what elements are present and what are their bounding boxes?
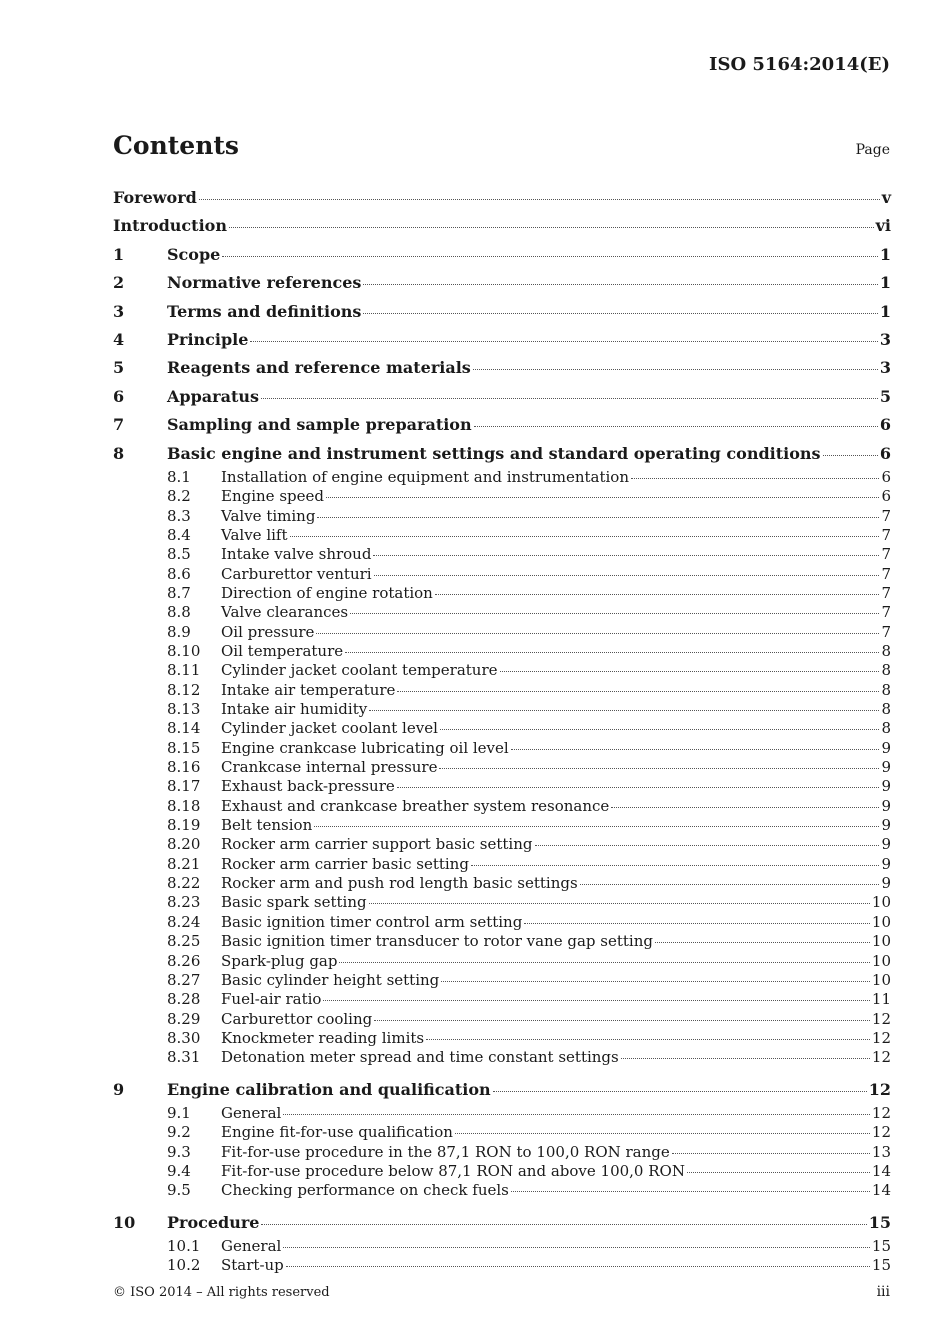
toc-entry-number: 10 [113, 1212, 136, 1232]
toc-entry-page: 6 [879, 443, 891, 463]
toc-entry-page: v [881, 188, 891, 207]
toc-entry-number: 8.3 [167, 506, 191, 525]
toc-entry-page: 12 [871, 1103, 891, 1122]
toc-subentry[interactable] [113, 719, 891, 738]
toc-entry-title: Engine calibration and qualification [167, 1079, 491, 1099]
toc-entry-page: 7 [881, 564, 891, 583]
toc-entry-number: 10.1 [167, 1237, 201, 1256]
toc-entry-number: 8.30 [167, 1028, 201, 1047]
dot-leader [621, 1058, 870, 1059]
toc-entry[interactable] [113, 212, 891, 240]
dot-leader [500, 671, 880, 672]
dot-leader [471, 865, 880, 866]
toc-entry[interactable] [113, 411, 891, 439]
dot-leader [535, 845, 880, 846]
toc-entry-title: Basic spark setting [221, 893, 367, 912]
dot-leader [631, 478, 879, 479]
toc-entry-title: Crankcase internal pressure [221, 758, 438, 777]
toc-subentry[interactable] [113, 1237, 891, 1256]
toc-subentry[interactable] [113, 603, 891, 622]
toc-entry-number: 8.26 [167, 951, 201, 970]
toc-entry-page: 7 [881, 525, 891, 544]
dot-leader [440, 729, 880, 730]
toc-subentry[interactable] [113, 1104, 891, 1123]
toc-entry-title: Checking performance on check fuels [221, 1181, 509, 1200]
dot-leader [455, 1133, 870, 1134]
toc-entry-title: Principle [167, 329, 249, 349]
toc-entry-page: 14 [871, 1161, 891, 1180]
toc-entry[interactable] [113, 298, 891, 326]
toc-subentry[interactable] [113, 835, 891, 854]
toc-entry-number: 8.15 [167, 738, 201, 757]
toc-subentry[interactable] [113, 758, 891, 777]
dot-leader [655, 942, 870, 943]
toc-entry-number: 8.21 [167, 854, 201, 873]
toc-entry-title: Start-up [221, 1256, 284, 1275]
dot-leader [323, 1000, 869, 1001]
toc-entry-page: 10 [871, 912, 891, 931]
toc-entry-page: 9 [881, 854, 891, 873]
dot-leader [326, 497, 879, 498]
toc-subentry[interactable] [113, 739, 891, 758]
footer-page-number: iii [876, 1284, 890, 1300]
toc-subentry[interactable] [113, 893, 891, 912]
toc-entry-number: 8.27 [167, 970, 201, 989]
toc-entry-page: 8 [881, 661, 891, 680]
dot-leader [435, 594, 880, 595]
toc-entry-page: 5 [879, 386, 891, 406]
toc-entry-number: 8.2 [167, 487, 191, 506]
toc-entry-title: Fuel-air ratio [221, 990, 322, 1009]
dot-leader [317, 517, 879, 518]
dot-leader [373, 555, 879, 556]
dot-leader [345, 652, 879, 653]
toc-entry-title: Oil temperature [221, 642, 344, 660]
toc-subentry[interactable] [113, 932, 891, 951]
dot-leader [426, 1039, 870, 1040]
toc-entry-title: Exhaust back-pressure [221, 777, 395, 796]
toc-entry-title: Introduction [113, 216, 227, 236]
dot-leader [222, 256, 878, 257]
toc-entry-title: Fit-for-use procedure in the 87,1 RON to 100,0 RON range [221, 1142, 670, 1161]
toc-entry-page: 15 [868, 1212, 891, 1232]
toc-entry-title: Intake air humidity [221, 700, 368, 719]
toc-entry-number: 8.23 [167, 893, 201, 912]
toc-entry-number: 8.12 [167, 680, 201, 699]
toc-entry-title: Apparatus [167, 386, 259, 406]
toc-entry-page: 7 [881, 622, 891, 641]
toc-entry-title: Installation of engine equipment and instrumentation [221, 467, 630, 486]
toc-entry-title: Intake air temperature [221, 680, 396, 699]
toc-entry-page: 9 [881, 816, 891, 835]
toc-entry-title: Scope [167, 244, 221, 264]
toc-subentry[interactable] [113, 1048, 891, 1067]
toc-subentry[interactable] [113, 584, 891, 603]
toc-entry-number: 9.4 [167, 1161, 191, 1180]
toc-entry-title: Rocker arm and push rod length basic settings [221, 874, 578, 893]
dot-leader [369, 903, 870, 904]
toc-entry-number: 8.25 [167, 932, 201, 951]
toc-entry-number: 9.5 [167, 1181, 191, 1200]
document-code: ISO 5164:2014(E) [709, 54, 890, 75]
dot-leader [283, 1114, 870, 1115]
toc-entry-title: Knockmeter reading limits [221, 1028, 425, 1047]
dot-leader [374, 1020, 870, 1021]
toc-entry-number: 4 [113, 329, 125, 349]
toc-subentry[interactable] [113, 990, 891, 1009]
toc-entry-title: Carburettor cooling [221, 1009, 373, 1028]
toc-entry-number: 8.28 [167, 990, 201, 1009]
toc-entry-title: Cylinder jacket coolant level [221, 719, 438, 738]
toc-entry-number: 3 [113, 301, 125, 321]
dot-leader [441, 981, 870, 982]
toc-entry-title: General [221, 1237, 282, 1256]
toc-subentry[interactable] [113, 1181, 891, 1200]
dot-leader [397, 787, 880, 788]
toc-entry[interactable] [113, 269, 891, 297]
toc-subentry[interactable] [113, 681, 891, 700]
toc-entry-page: 15 [871, 1256, 891, 1275]
toc-entry-title: Engine fit-for-use qualification [221, 1123, 453, 1142]
toc-entry[interactable] [113, 1076, 891, 1104]
toc-entry-title: Engine crankcase lubricating oil level [221, 738, 509, 757]
toc-subentry[interactable] [113, 1143, 891, 1162]
dot-leader [493, 1091, 867, 1092]
dot-leader [374, 575, 880, 576]
toc-entry-title: Rocker arm carrier basic setting [221, 854, 469, 873]
toc-entry-number: 8.19 [167, 816, 201, 835]
dot-leader [250, 341, 877, 342]
toc-entry-page: 9 [881, 758, 891, 777]
toc-entry[interactable] [113, 184, 891, 212]
toc-subentry[interactable] [113, 1256, 891, 1275]
toc-entry[interactable] [113, 326, 891, 354]
toc-entry-number: 1 [113, 244, 125, 264]
toc-entry-page: 10 [871, 932, 891, 951]
toc-entry-page: 10 [871, 951, 891, 970]
toc-entry-number: 8.1 [167, 467, 191, 486]
toc-subentry[interactable] [113, 487, 891, 506]
toc-subentry[interactable] [113, 623, 891, 642]
dot-leader [511, 749, 880, 750]
copyright-notice: © ISO 2014 – All rights reserved [113, 1285, 330, 1300]
toc-entry-title: Belt tension [221, 816, 313, 835]
toc-entry-title: Rocker arm carrier support basic setting [221, 835, 533, 854]
toc-entry-page: 9 [881, 777, 891, 796]
dot-leader [823, 455, 878, 456]
toc-subentry[interactable] [113, 952, 891, 971]
toc-entry-page: 10 [871, 893, 891, 912]
toc-entry-title: Normative references [167, 273, 362, 293]
toc-entry-page: 8 [881, 700, 891, 719]
toc-entry[interactable] [113, 383, 891, 411]
toc-entry-page: vi [875, 216, 891, 236]
dot-leader [611, 807, 879, 808]
toc-entry-page: 12 [871, 1009, 891, 1028]
toc-entry-page: 7 [881, 583, 891, 602]
toc-entry-page: 12 [871, 1028, 891, 1047]
dot-leader [229, 227, 874, 228]
toc-subentry[interactable] [113, 1123, 891, 1142]
toc-entry-number: 8.16 [167, 758, 201, 777]
toc-subentry[interactable] [113, 661, 891, 680]
toc-entry-page: 1 [879, 273, 891, 293]
dot-leader [363, 313, 877, 314]
dot-leader [314, 826, 879, 827]
toc-subentry[interactable] [113, 874, 891, 893]
toc-subentry[interactable] [113, 700, 891, 719]
toc-subentry[interactable] [113, 913, 891, 932]
toc-entry-number: 8.29 [167, 1009, 201, 1028]
toc-entry-page: 9 [881, 835, 891, 854]
toc-entry-page: 8 [881, 719, 891, 738]
toc-entry-title: Basic ignition timer transducer to rotor vane gap setting [221, 932, 653, 951]
toc-entry-page: 6 [879, 415, 891, 435]
toc-entry-page: 1 [879, 301, 891, 321]
toc-subentry[interactable] [113, 1010, 891, 1029]
toc-entry-title: Terms and definitions [167, 301, 362, 321]
dot-leader [474, 426, 878, 427]
toc-entry-page: 12 [871, 1123, 891, 1142]
toc-entry-number: 8.5 [167, 545, 191, 564]
toc-entry[interactable] [113, 241, 891, 269]
toc-entry-page: 8 [881, 642, 891, 660]
toc-subentry[interactable] [113, 1162, 891, 1181]
toc-entry-title: Sampling and sample preparation [167, 415, 472, 435]
toc-entry-number: 6 [113, 386, 125, 406]
toc-entry-number: 8.13 [167, 700, 201, 719]
toc-entry-number: 5 [113, 358, 125, 378]
toc-subentry[interactable] [113, 1029, 891, 1048]
toc-entry-title: Valve clearances [221, 603, 349, 622]
dot-leader [339, 962, 869, 963]
toc-entry-number: 8.24 [167, 912, 201, 931]
toc-entry-page: 15 [871, 1237, 891, 1256]
toc-entry-page: 6 [881, 487, 891, 506]
dot-leader [363, 284, 877, 285]
dot-leader [283, 1247, 870, 1248]
dot-leader [511, 1191, 870, 1192]
toc-entry-number: 9.3 [167, 1142, 191, 1161]
toc-subentry[interactable] [113, 971, 891, 990]
toc-entry-number: 7 [113, 415, 125, 435]
toc-entry-title: Exhaust and crankcase breather system resonance [221, 796, 610, 815]
toc-entry-page: 3 [879, 358, 891, 378]
toc-entry-number: 9 [113, 1079, 125, 1099]
toc-entry-page: 7 [881, 603, 891, 622]
contents-heading: Contents [113, 131, 240, 160]
toc-entry-number: 2 [113, 273, 125, 293]
toc-entry-title: Oil pressure [221, 622, 315, 641]
page-column-label: Page [855, 142, 890, 158]
dot-leader [199, 199, 880, 200]
toc-entry-title: Carburettor venturi [221, 564, 372, 583]
toc-entry-page: 7 [881, 506, 891, 525]
toc-entry-number: 8.22 [167, 874, 201, 893]
toc-entry-number: 8 [113, 443, 125, 463]
toc-entry-page: 7 [881, 545, 891, 564]
toc-entry-number: 8.17 [167, 777, 201, 796]
toc-entry-number: 8.10 [167, 642, 201, 660]
toc-subentry[interactable] [113, 797, 891, 816]
toc-entry-number: 8.7 [167, 583, 191, 602]
toc-entry[interactable] [113, 354, 891, 382]
toc-entry-title: Engine speed [221, 487, 324, 506]
toc-entry-title: Cylinder jacket coolant temperature [221, 661, 498, 680]
toc-subentry[interactable] [113, 468, 891, 487]
toc-entry-number: 8.8 [167, 603, 191, 622]
toc-subentry[interactable] [113, 526, 891, 545]
dot-leader [687, 1172, 870, 1173]
dot-leader [672, 1153, 870, 1154]
dot-leader [316, 633, 879, 634]
toc-entry-title: Intake valve shroud [221, 545, 372, 564]
toc-entry-number: 8.14 [167, 719, 201, 738]
toc-entry[interactable] [113, 440, 891, 468]
toc-subentry[interactable] [113, 816, 891, 835]
toc-entry-number: 8.31 [167, 1048, 201, 1067]
toc-entry-page: 11 [871, 990, 891, 1009]
toc-subentry[interactable] [113, 507, 891, 526]
dot-leader [350, 613, 879, 614]
toc-entry-number: 10.2 [167, 1256, 201, 1275]
dot-leader [439, 768, 879, 769]
toc-entry-title: Valve timing [221, 506, 316, 525]
toc-entry-title: Detonation meter spread and time constant settings [221, 1048, 619, 1067]
toc-entry-title: Reagents and reference materials [167, 358, 471, 378]
toc-entry-page: 9 [881, 738, 891, 757]
toc-entry-title: Valve lift [221, 525, 288, 544]
toc-entry-title: General [221, 1103, 282, 1122]
toc-subentry[interactable] [113, 855, 891, 874]
dot-leader [473, 369, 878, 370]
toc-entry-title: Procedure [167, 1212, 260, 1232]
toc-entry-page: 6 [881, 467, 891, 486]
toc-entry-page: 14 [871, 1181, 891, 1200]
toc-entry[interactable] [113, 1209, 891, 1237]
toc-entry-page: 9 [881, 874, 891, 893]
toc-entry-page: 10 [871, 970, 891, 989]
toc-entry-title: Basic ignition timer control arm setting [221, 912, 523, 931]
toc-entry-page: 1 [879, 244, 891, 264]
toc-entry-number: 9.2 [167, 1123, 191, 1142]
table-of-contents [113, 184, 891, 1276]
toc-entry-page: 3 [879, 329, 891, 349]
toc-entry-title: Basic engine and instrument settings and standard operating conditions [167, 443, 821, 463]
toc-subentry[interactable] [113, 545, 891, 564]
toc-entry-number: 9.1 [167, 1103, 191, 1122]
dot-leader [524, 923, 870, 924]
toc-subentry[interactable] [113, 777, 891, 796]
toc-entry-page: 9 [881, 796, 891, 815]
toc-entry-title: Basic cylinder height setting [221, 970, 440, 989]
toc-entry-page: 12 [868, 1079, 891, 1099]
dot-leader [369, 710, 879, 711]
toc-entry-number: 8.11 [167, 661, 201, 680]
toc-entry-page: 13 [871, 1142, 891, 1161]
dot-leader [261, 1224, 866, 1225]
dot-leader [261, 398, 878, 399]
dot-leader [397, 691, 879, 692]
dot-leader [580, 884, 880, 885]
toc-entry-page: 12 [871, 1048, 891, 1067]
toc-entry-title: Spark-plug gap [221, 951, 338, 970]
toc-entry-number: 8.20 [167, 835, 201, 854]
toc-entry-number: 8.4 [167, 525, 191, 544]
toc-entry-title: Fit-for-use procedure below 87,1 RON and above 100,0 RON [221, 1161, 685, 1180]
toc-subentry[interactable] [113, 565, 891, 584]
toc-subentry[interactable] [113, 642, 891, 661]
toc-entry-page: 8 [881, 680, 891, 699]
toc-entry-title: Direction of engine rotation [221, 583, 433, 602]
toc-entry-number: 8.18 [167, 796, 201, 815]
dot-leader [290, 536, 880, 537]
toc-entry-number: 8.9 [167, 622, 191, 641]
toc-entry-title: Foreword [113, 188, 197, 207]
dot-leader [286, 1266, 870, 1267]
toc-entry-number: 8.6 [167, 564, 191, 583]
